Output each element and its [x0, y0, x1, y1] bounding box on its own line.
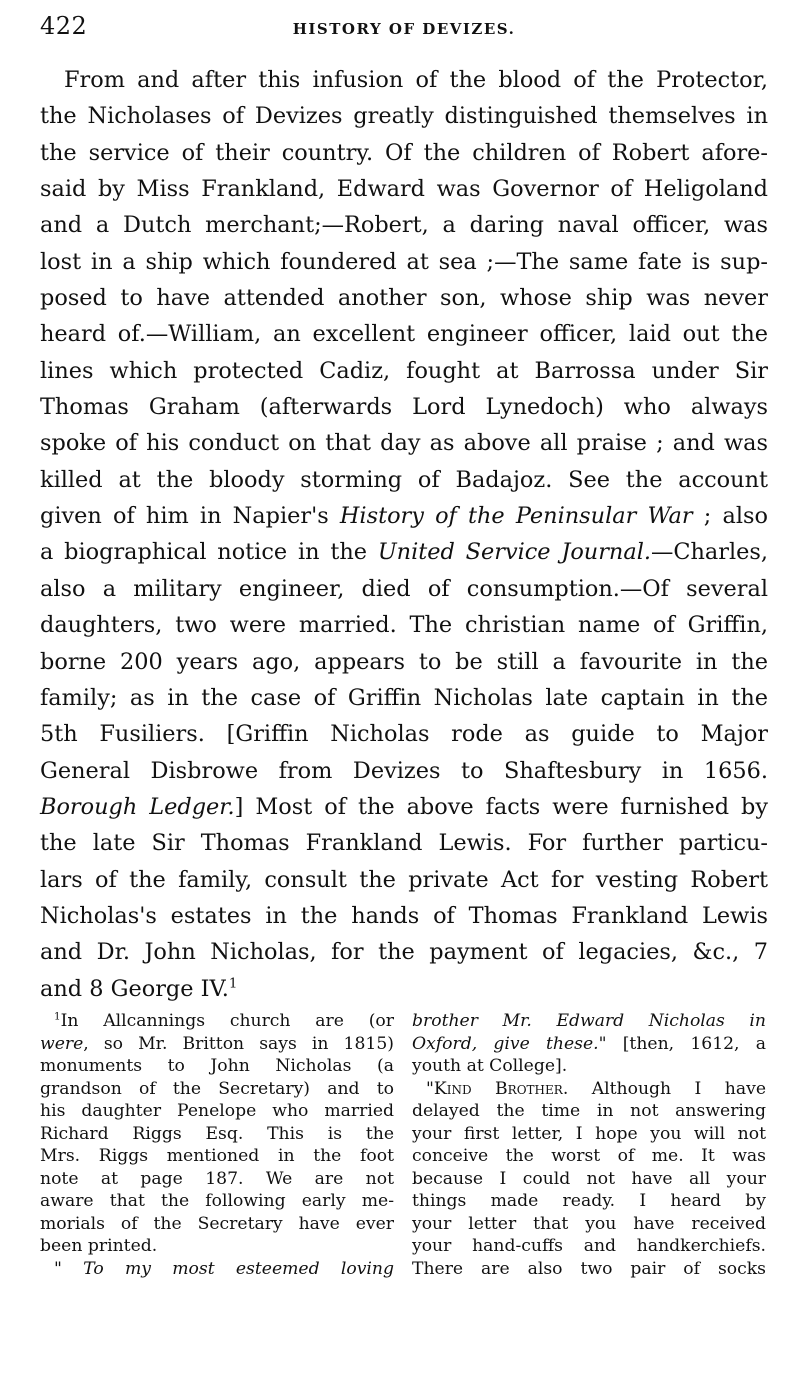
text-segment: a biographical notice in the [40, 539, 378, 566]
footnote-line: because I could not have all your [412, 1168, 766, 1189]
text-segment: given of him in Napier's [40, 503, 340, 530]
footnote-line: Richard Riggs Esq. This is the [40, 1123, 394, 1144]
footnote-line: your hand-cuffs and handkerchiefs. [412, 1236, 766, 1256]
footnote-line: Mrs. Riggs mentioned in the foot [40, 1146, 394, 1166]
footnote-line: grandson of the Secretary) and to [40, 1078, 394, 1099]
journal-title: United Service Journal. [377, 539, 651, 566]
text-segment: In Allcannings church are (or [60, 1011, 394, 1031]
footnote-line [40, 1010, 394, 1033]
text-line: the Nicholases of Devizes greatly distinguished themselves in [40, 103, 768, 130]
footnote-column-left [40, 1010, 394, 1280]
footnote-line: note at page 187. We are not [40, 1168, 394, 1189]
text-line: borne 200 years ago, appears to be still a favourite in the [40, 648, 768, 675]
footnote-line: youth at College]. [412, 1056, 568, 1076]
letter-address-italic: Oxford, give these." [412, 1033, 607, 1054]
text-line: General Disbrowe from Devizes to Shaftesbury in 1656. [40, 757, 768, 784]
text-line: and Dr. John Nicholas, for the payment of legacies, &c., 7 [40, 939, 768, 966]
text-line [40, 789, 768, 825]
text-line: family; as in the case of Griffin Nicholas late captain in the [40, 684, 768, 711]
footnote-line: your letter that you have received [412, 1213, 766, 1234]
text-line: heard of.—William, an excellent engineer officer, laid out the [40, 321, 768, 348]
text-line: From and after this infusion of the blood of the Protector, [64, 67, 768, 93]
footnote-line [40, 1033, 394, 1056]
footnote-line [40, 1258, 394, 1281]
page-number: 422 [40, 12, 88, 40]
text-line: also a military engineer, died of consumption.—Of several [40, 575, 768, 602]
footnote-column-right [412, 1010, 766, 1280]
letter-salutation: "Kind Brother. [426, 1078, 569, 1099]
footnote-line: things made ready. I heard by [412, 1191, 766, 1211]
footnote-line: his daughter Penelope who married [40, 1101, 394, 1121]
text-line: the late Sir Thomas Frankland Lewis. For further particu- [40, 830, 768, 857]
text-line [40, 534, 768, 570]
text-segment: —Charles, [650, 539, 768, 566]
text-line: Nicholas's estates in the hands of Thomas Frankland Lewis [40, 902, 768, 929]
text-line: daughters, two were married. The christian name of Griffin, [40, 612, 768, 639]
text-line: said by Miss Frankland, Edward was Governor of Heligoland [40, 176, 768, 203]
main-paragraph [40, 62, 768, 1007]
text-line: lines which protected Cadiz, fought at Barrossa under Sir [40, 357, 768, 384]
running-head: HISTORY OF DEVIZES. [292, 20, 516, 38]
text-line: killed at the bloody storming of Badajoz. See the account [40, 466, 768, 493]
footnote-line: There are also two pair of socks [412, 1258, 766, 1279]
footnote-line [412, 1033, 766, 1056]
text-segment: , so Mr. Britton says in 1815) [83, 1033, 394, 1054]
footnote-line: conceive the worst of me. It was [412, 1146, 766, 1166]
text-line: lars of the family, consult the private Act for vesting Robert [40, 866, 768, 893]
text-line: the service of their country. Of the children of Robert afore- [40, 139, 768, 166]
page-header [40, 8, 768, 44]
footnote-line [412, 1010, 766, 1033]
footnote-line [412, 1078, 766, 1101]
text-segment-italic: were [40, 1033, 84, 1054]
book-title-napier: History of the Peninsular War [339, 503, 693, 530]
footnote-number: 1 [54, 1010, 61, 1023]
letter-address-italic: " To my most esteemed loving [54, 1258, 394, 1279]
text-segment: ; also [692, 503, 768, 530]
footnote-line: aware that the following early me- [40, 1191, 394, 1211]
ledger-title: Borough Ledger. [40, 793, 235, 820]
text-segment: Although I have [568, 1078, 766, 1099]
footnote-marker: 1 [228, 976, 238, 992]
text-segment: and 8 George IV. [40, 975, 229, 1002]
text-line: 5th Fusiliers. [Griffin Nicholas rode as guide to Major [40, 721, 768, 748]
letter-address-italic: brother Mr. Edward Nicholas in [412, 1011, 766, 1031]
text-line: posed to have attended another son, whose ship was never [40, 285, 768, 312]
footnote-line: delayed the time in not answering [412, 1101, 766, 1121]
text-line: lost in a ship which foundered at sea ;—The same fate is sup- [40, 248, 768, 275]
text-line [40, 971, 768, 1007]
footnote-line: been printed. [40, 1236, 158, 1256]
text-line [40, 498, 768, 534]
text-segment: ] Most of the above facts were furnished by [234, 793, 768, 820]
text-line: and a Dutch merchant;—Robert, a daring naval officer, was [40, 212, 768, 239]
text-line: Thomas Graham (afterwards Lord Lynedoch) who always [40, 394, 768, 421]
footnote-line: your first letter, I hope you will not [412, 1123, 766, 1144]
text-line: spoke of his conduct on that day as above all praise ; and was [40, 430, 768, 457]
text-segment: [then, 1612, a [606, 1033, 766, 1054]
footnote-line: monuments to John Nicholas (a [40, 1056, 394, 1076]
footnote-line: morials of the Secretary have ever [40, 1213, 394, 1234]
